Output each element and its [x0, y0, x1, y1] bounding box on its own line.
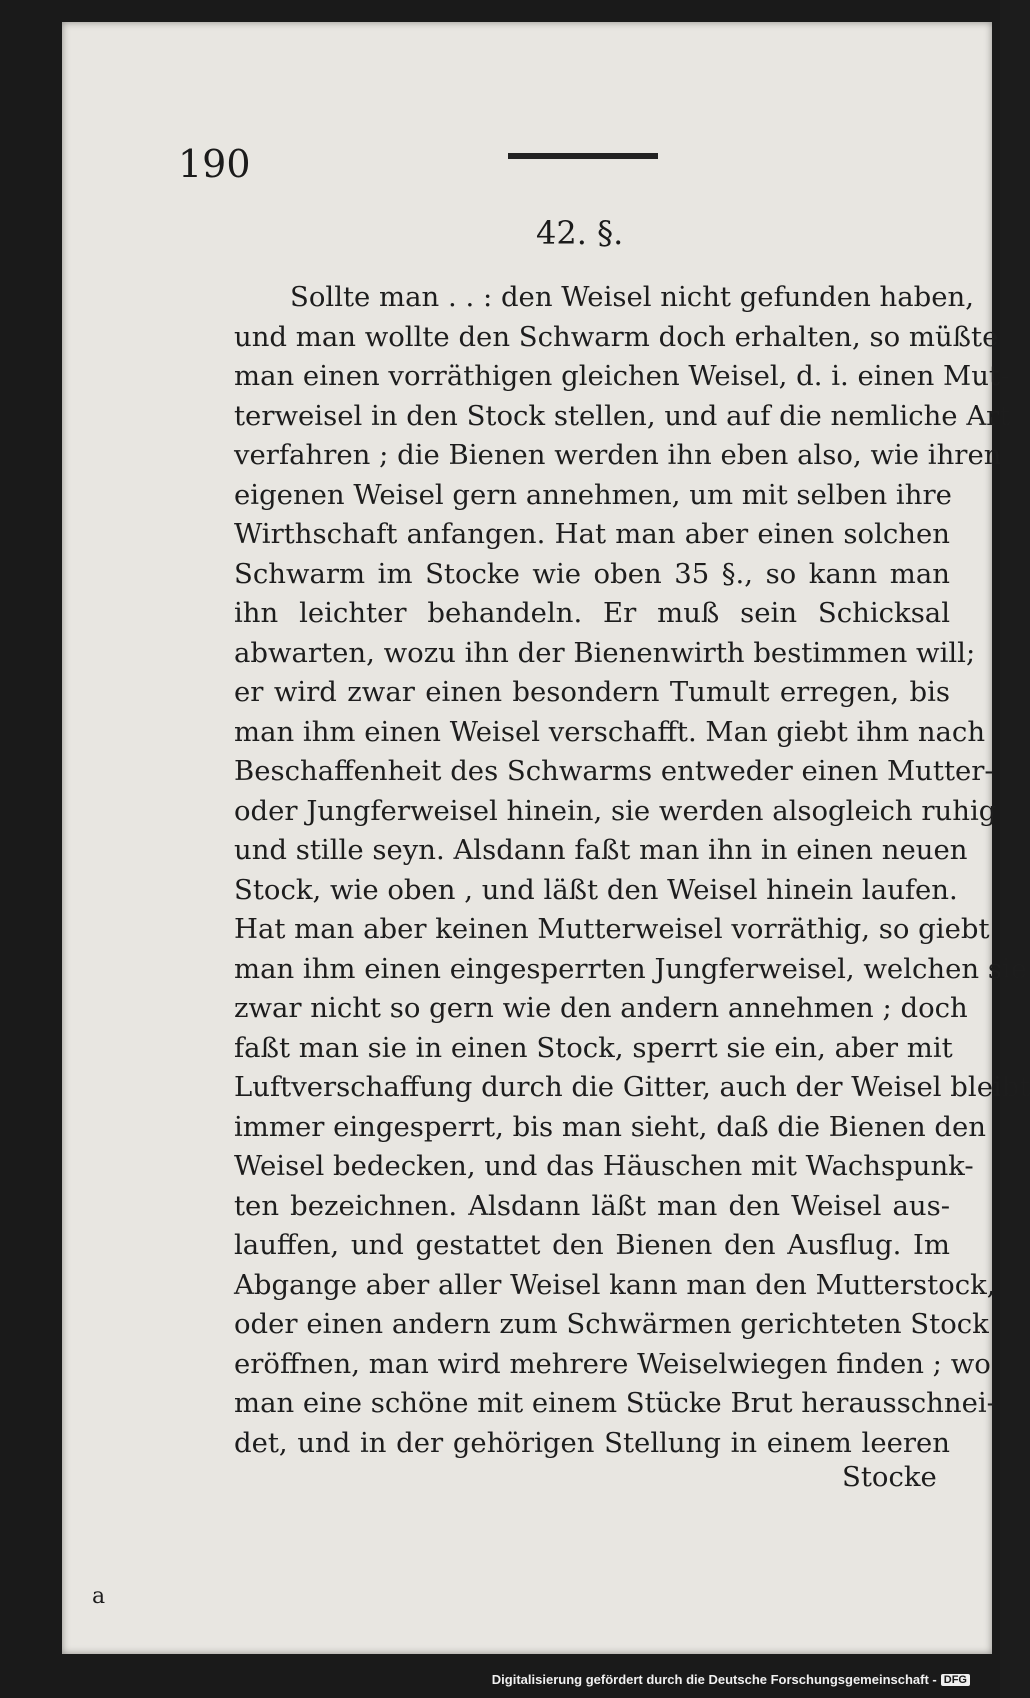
digitization-credit-text: Digitalisierung gefördert durch die Deutsche Forschungsgemeinschaft -	[491, 1672, 937, 1687]
text-line: er wird zwar einen besondern Tumult erregen, bis	[234, 676, 950, 708]
text-line: man einen vorräthigen gleichen Weisel, d. i. einen Mut-	[234, 360, 1010, 392]
text-line: terweisel in den Stock stellen, und auf die nemliche Art	[234, 399, 1011, 432]
text-line: und man wollte den Schwarm doch erhalten, so müßte	[234, 320, 999, 353]
text-line: abwarten, wozu ihn der Bienenwirth bestimmen will;	[234, 636, 976, 669]
text-line: Weisel bedecken, und das Häuschen mit Wachspunk-	[234, 1150, 974, 1182]
text-line: Abgange aber aller Weisel kann man den Mutterstock,	[234, 1268, 996, 1301]
text-line: verfahren ; die Bienen werden ihn eben also, wie ihren	[234, 439, 1002, 471]
text-line: zwar nicht so gern wie den andern annehmen ; doch	[234, 992, 968, 1024]
text-line: man eine schöne mit einem Stücke Brut herausschnei-	[234, 1387, 996, 1419]
page-number: 190	[178, 142, 251, 186]
header-rule	[508, 153, 658, 159]
text-line: Wirthschaft anfangen. Hat man aber einen solchen	[234, 518, 950, 550]
text-line: Hat man aber keinen Mutterweisel vorräthig, so giebt	[234, 913, 990, 945]
text-line: eigenen Weisel gern annehmen, um mit selben ihre	[234, 478, 952, 511]
text-line: man ihm einen eingesperrten Jungferweisel, welchen sie	[234, 952, 1028, 985]
text-line: Sollte man . . : den Weisel nicht gefunden haben,	[290, 281, 974, 313]
text-line: oder Jungferweisel hinein, sie werden alsogleich ruhig	[234, 794, 997, 827]
text-line: Schwarm im Stocke wie oben 35 §., so kann man	[234, 557, 950, 590]
digitization-credit	[492, 1672, 970, 1687]
text-line: immer eingesperrt, bis man sieht, daß die Bienen den	[234, 1110, 987, 1143]
text-line: eröffnen, man wird mehrere Weiselwiegen finden ; wo	[234, 1347, 991, 1380]
text-line: ihn leichter behandeln. Er muß sein Schicksal	[234, 597, 950, 629]
body-paragraph	[234, 278, 1030, 1463]
text-line: Luftverschaffung durch die Gitter, auch der Weisel bleibt	[234, 1071, 1030, 1103]
text-line: Beschaffenheit des Schwarms entweder einen Mutter-	[234, 755, 994, 787]
section-heading: 42. §.	[536, 214, 624, 252]
text-line: man ihm einen Weisel verschafft. Man giebt ihm nach	[234, 715, 986, 748]
text-line: ten bezeichnen. Alsdann läßt man den Weisel aus-	[234, 1189, 950, 1222]
text-line: oder einen andern zum Schwärmen gerichteten Stock	[234, 1308, 989, 1340]
text-line: lauffen, und gestattet den Bienen den Ausflug. Im	[234, 1229, 950, 1261]
text-line: und stille seyn. Alsdann faßt man ihn in einen neuen	[234, 834, 968, 866]
text-line: faßt man sie in einen Stock, sperrt sie ein, aber mit	[234, 1031, 953, 1064]
signature-mark: a	[92, 1584, 106, 1609]
text-line: det, und in der gehörigen Stellung in einem leeren	[234, 1426, 950, 1459]
dfg-logo: DFG	[941, 1674, 970, 1686]
text-line: Stock, wie oben , und läßt den Weisel hinein laufen.	[234, 873, 958, 906]
catchword: Stocke	[842, 1461, 937, 1493]
